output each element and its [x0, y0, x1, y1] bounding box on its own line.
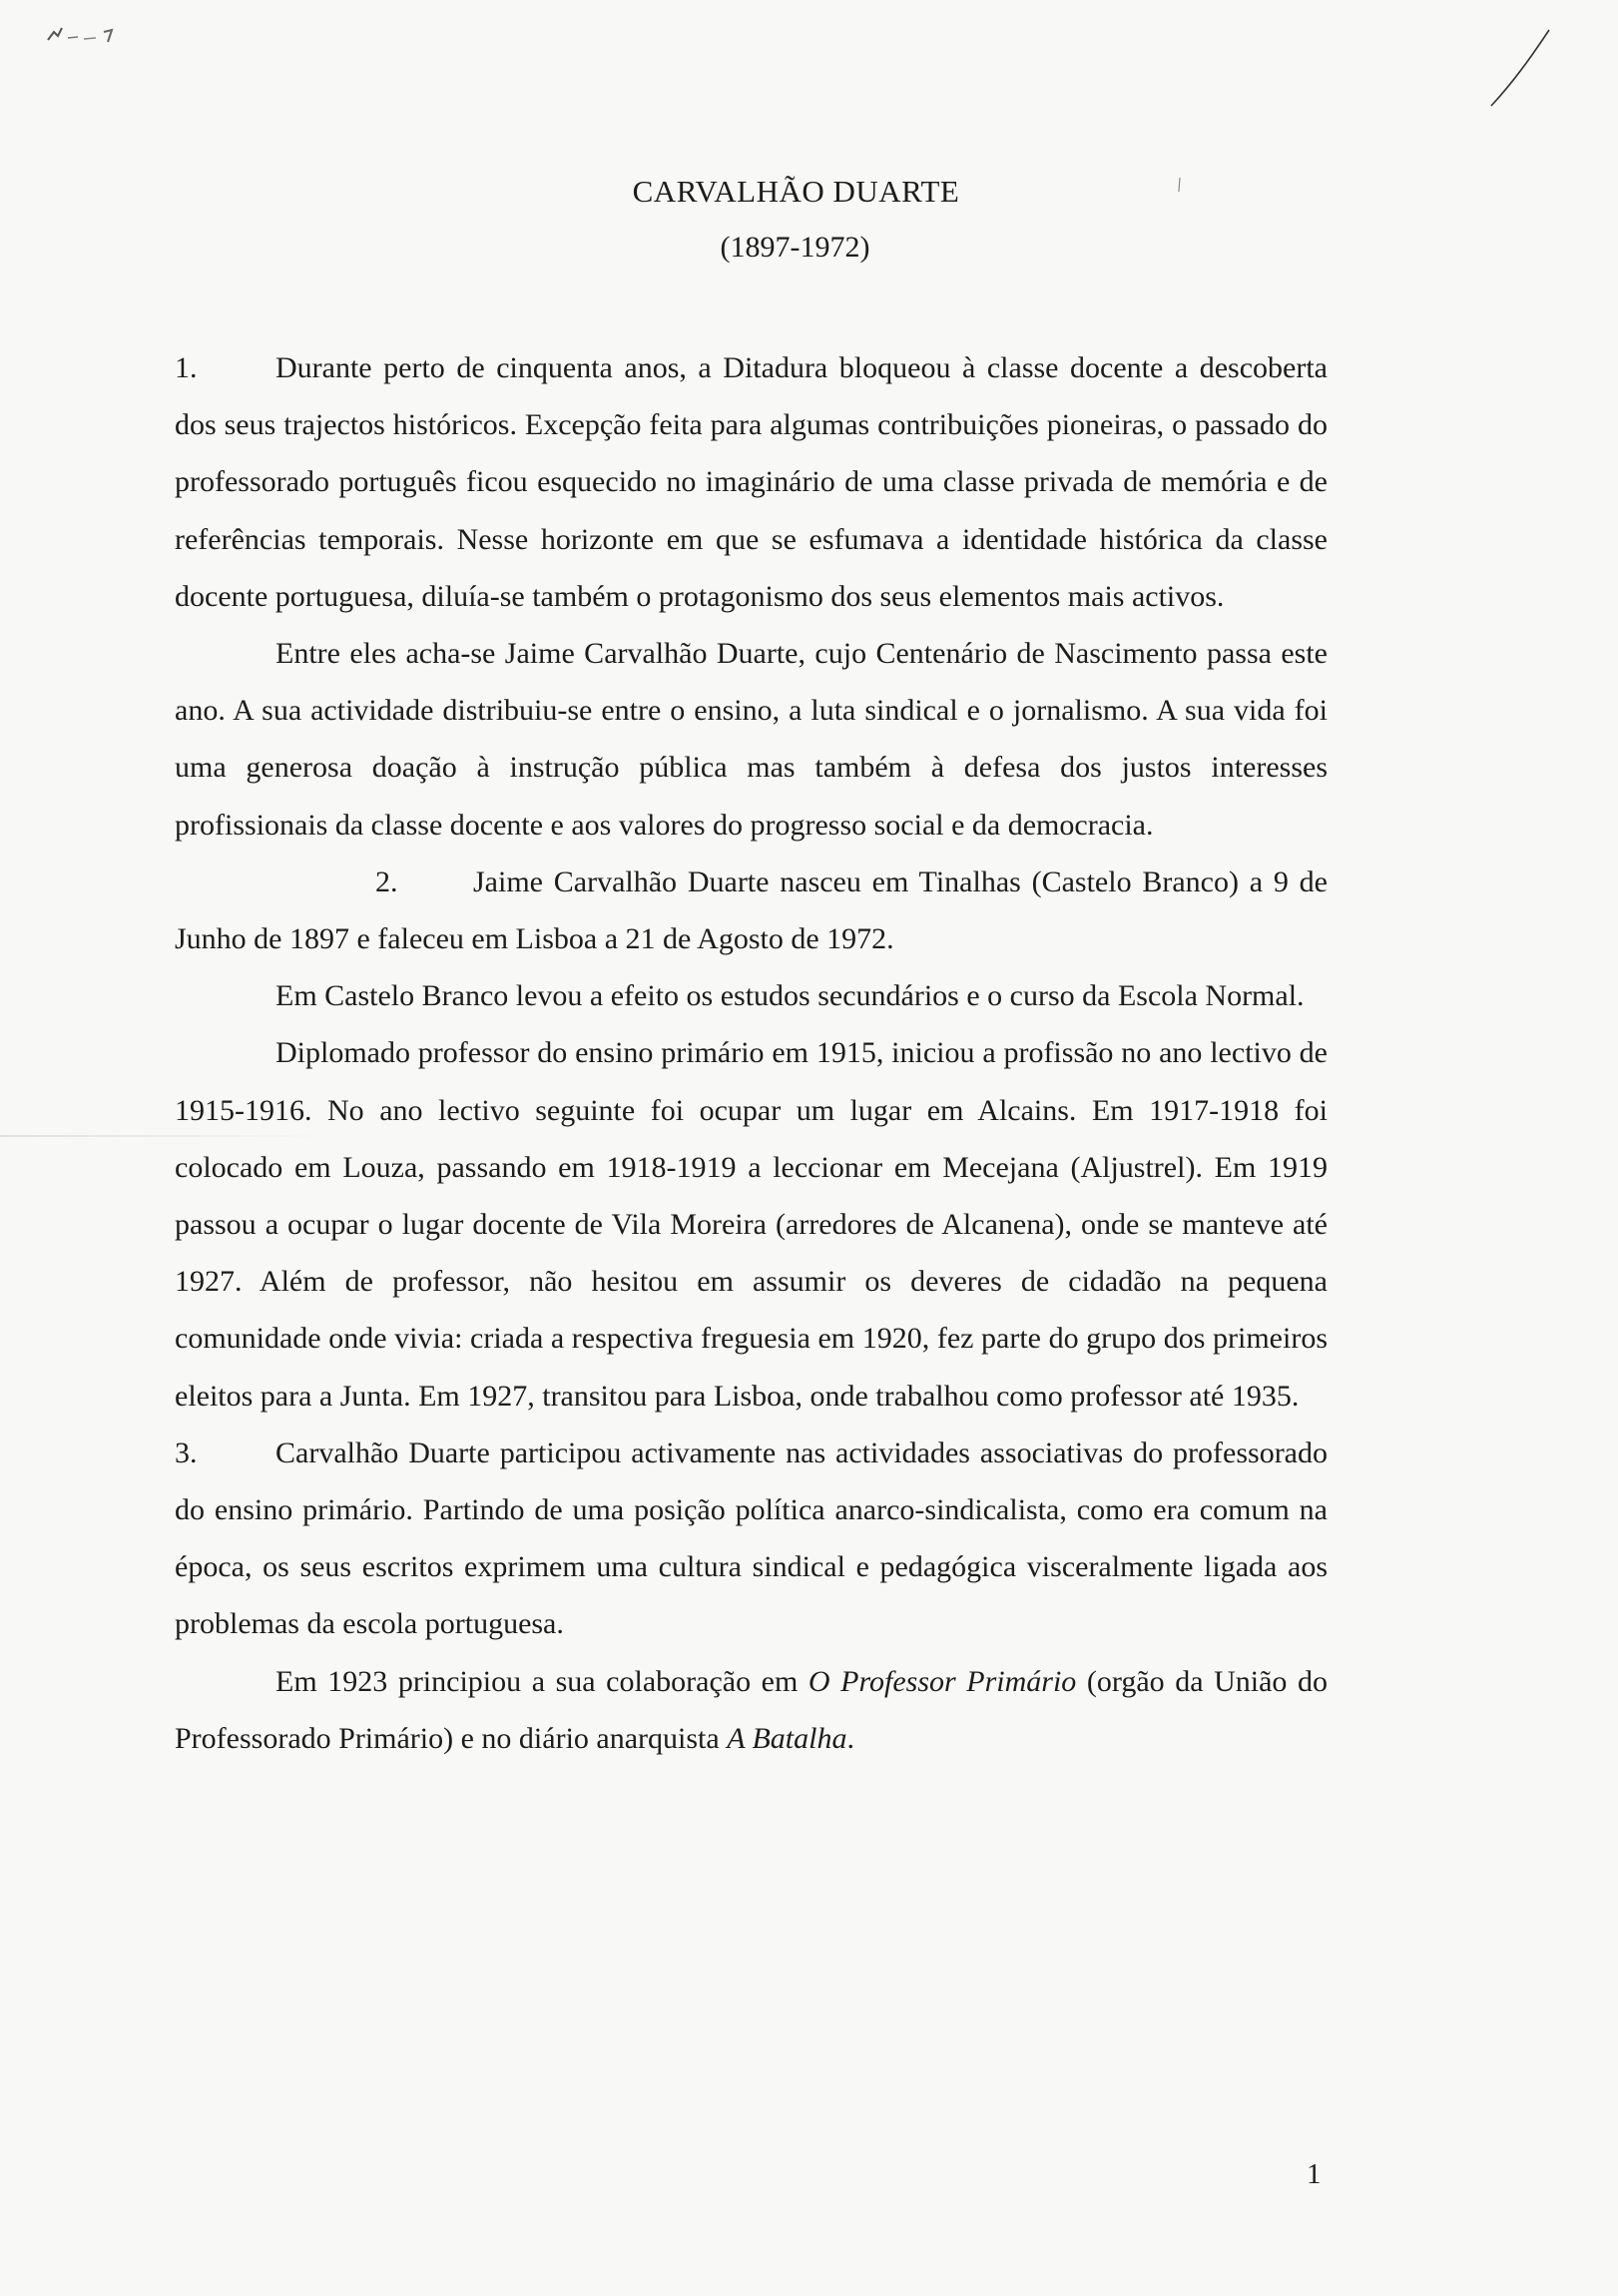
document-title: CARVALHÃO DUARTE: [632, 174, 960, 209]
paragraph-text: Em Castelo Branco levou a efeito os estudos secundários e o curso da Escola Normal.: [275, 979, 1305, 1013]
section-number: 1.: [175, 351, 198, 384]
paragraph-text: (orgão da União do Professorado Primário) e no diário anarquista: [175, 1664, 1328, 1755]
scan-artifact-mark: [44, 18, 194, 48]
title-block: [0, 168, 1618, 272]
paragraph-7: [175, 1653, 1328, 1767]
publication-title: A Batalha: [727, 1721, 847, 1755]
paragraph-text: Diplomado professor do ensino primário em 1915, iniciou a profissão no ano lectivo de 1915-1916. No ano lectivo seguinte foi ocupar um lugar em Alcains. Em 1917-1918 foi colocado em Louza, passando em 1918-1919 a leccionar em Mecejana (Aljustrel). Em 1919 passou a ocupar o lugar docente de Vila Moreira (arredores de Alcanena), onde se manteve até 1927. Além de professor, não hesitou em assumir os deveres de cidadão na pequena comunidade onde vivia: criada a respectiva freguesia em 1920, fez parte do grupo dos primeiros eleitos para a Junta. Em 1927, transitou para Lisboa, onde trabalhou como professor até 1935.: [175, 1036, 1328, 1413]
section-number: 2.: [375, 864, 398, 898]
document-body: [175, 339, 1328, 1767]
paragraph-text: Durante perto de cinquenta anos, a Ditadura bloqueou à classe docente a descoberta dos seus trajectos históricos. Excepção feita para algumas contribuições pioneiras, o passado do professorado português ficou esquecido no imaginário de uma classe privada de memória e de referências temporais. Nesse horizonte em que se esfumava a identidade histórica da classe docente portuguesa, diluía-se também o protagonismo dos seus elementos mais activos.: [175, 351, 1328, 613]
paragraph-text: Entre eles acha-se Jaime Carvalhão Duarte, cujo Centenário de Nascimento passa este ano. A sua actividade distribuiu-se entre o ensino, a luta sindical e o jornalismo. A sua vida foi uma generosa doação à instrução pública mas também à defesa dos justos interesses profissionais da classe docente e aos valores do progresso social e da democracia.: [175, 637, 1328, 842]
document-years: (1897-1972): [720, 231, 870, 264]
paragraph-6: [175, 1425, 1328, 1653]
paragraph-4: [175, 967, 1328, 1024]
scan-artifact-tick: [1178, 178, 1181, 192]
paragraph-text: Jaime Carvalhão Duarte nasceu em Tinalhas (Castelo Branco) a 9 de Junho de 1897 e faleceu em Lisboa a 21 de Agosto de 1972.: [175, 864, 1328, 956]
paragraph-2: [175, 625, 1328, 854]
paragraph-text: Em 1923 principiou a sua colaboração em: [275, 1664, 809, 1698]
paragraph-3: [175, 854, 1328, 967]
paragraph-text: .: [846, 1721, 854, 1755]
paragraph-1: [175, 339, 1328, 625]
paragraph-text: Carvalhão Duarte participou activamente nas actividades associativas do professorado do ensino primário. Partindo de uma posição política anarco-sindicalista, como era comum na época, os seus escritos exprimem uma cultura sindical e pedagógica visceralmente ligada aos problemas da escola portuguesa.: [175, 1435, 1328, 1641]
page-number: 1: [1307, 2158, 1322, 2190]
paragraph-5: [175, 1024, 1328, 1424]
section-number: 3.: [175, 1435, 198, 1469]
pen-stroke-mark: [1485, 26, 1555, 110]
publication-title: O Professor Primário: [808, 1664, 1077, 1698]
